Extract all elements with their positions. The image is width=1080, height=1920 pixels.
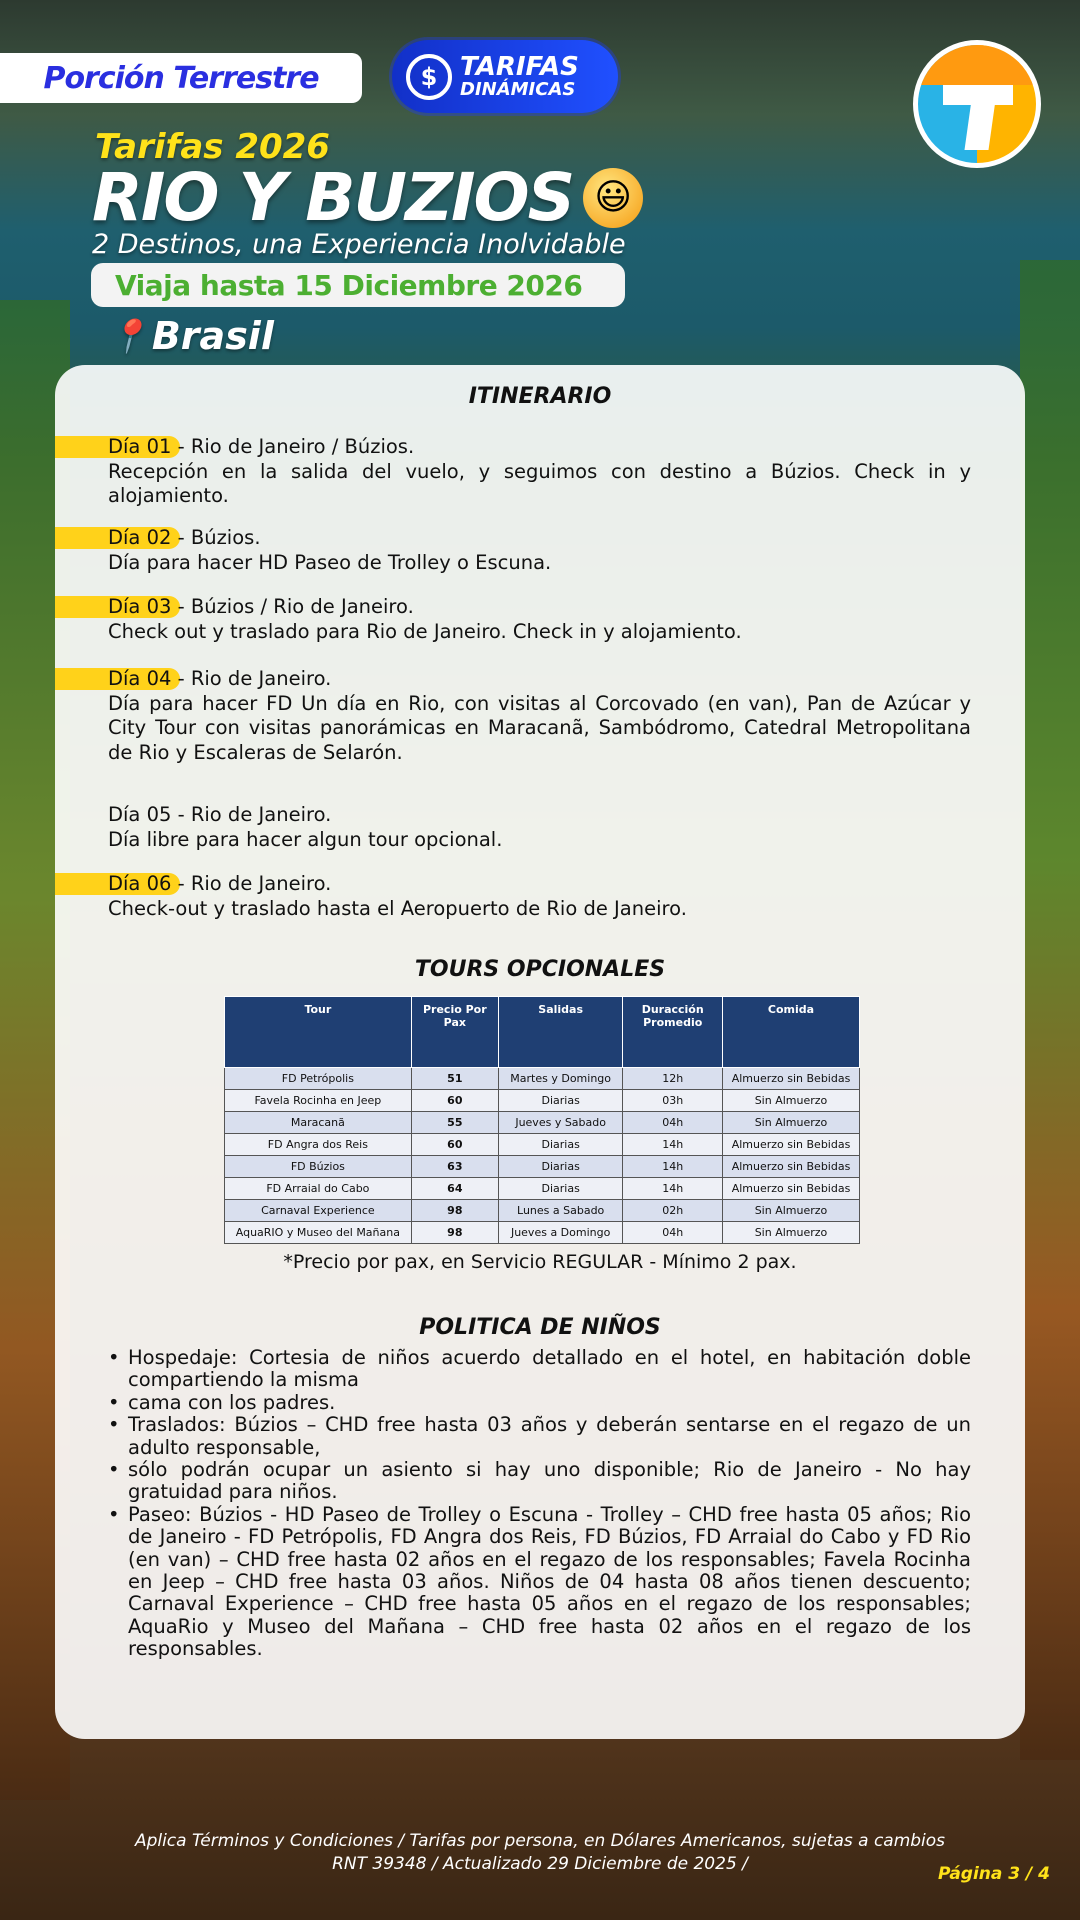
- brand-logo: [913, 40, 1041, 168]
- table-cell: 98: [411, 1200, 498, 1222]
- table-cell: 04h: [623, 1222, 723, 1244]
- table-cell: 12h: [623, 1068, 723, 1090]
- table-cell: 63: [411, 1156, 498, 1178]
- itinerary-day: [108, 667, 971, 765]
- table-cell: Martes y Domingo: [498, 1068, 623, 1090]
- table-cell: Almuerzo sin Bebidas: [723, 1134, 860, 1156]
- day-title: - Rio de Janeiro.: [171, 803, 332, 826]
- page-number: Página 3 / 4: [937, 1864, 1050, 1884]
- table-cell: 02h: [623, 1200, 723, 1222]
- footer-terms: Aplica Términos y Condiciones / Tarifas por persona, en Dólares Americanos, sujetas a cambios: [134, 1831, 946, 1851]
- ninos-list: [108, 1347, 971, 1661]
- table-cell: Sin Almuerzo: [723, 1200, 860, 1222]
- table-cell: 14h: [623, 1178, 723, 1200]
- footer-rnt: RNT 39348 / Actualizado 29 Diciembre de 2025 /: [332, 1854, 748, 1874]
- table-cell: FD Angra dos Reis: [225, 1134, 412, 1156]
- day-title: - Rio de Janeiro / Búzios.: [171, 435, 415, 458]
- day-text: Check-out y traslado hasta el Aeropuerto de Rio de Janeiro.: [108, 896, 687, 920]
- policy-item: • cama con los padres.: [108, 1392, 971, 1414]
- country-label: [108, 313, 274, 359]
- table-cell: Almuerzo sin Bebidas: [723, 1068, 860, 1090]
- policy-item: • Hospedaje: Cortesia de niños acuerdo detallado en el hotel, en habitación doble compartiendo la misma: [108, 1347, 971, 1392]
- table-header: Tour: [225, 997, 412, 1068]
- table-row: [225, 1178, 860, 1200]
- itinerary-day: [108, 803, 971, 852]
- day-label: Día 04: [108, 667, 172, 690]
- tarifas-year: Tarifas 2026: [95, 127, 330, 167]
- table-row: [225, 1222, 860, 1244]
- itinerario-heading: ITINERARIO: [468, 384, 612, 409]
- day-label: Día 05: [108, 803, 172, 826]
- table-cell: Maracanã: [225, 1112, 412, 1134]
- table-cell: 98: [411, 1222, 498, 1244]
- table-cell: Carnaval Experience: [225, 1200, 412, 1222]
- table-cell: Diarias: [498, 1090, 623, 1112]
- tours-note: *Precio por pax, en Servicio REGULAR - Mínimo 2 pax.: [283, 1251, 797, 1273]
- table-cell: 55: [411, 1112, 498, 1134]
- table-row: [225, 1200, 860, 1222]
- table-cell: Sin Almuerzo: [723, 1222, 860, 1244]
- day-title: - Rio de Janeiro.: [171, 872, 332, 895]
- table-header: Duracción Promedio: [623, 997, 723, 1068]
- table-cell: Jueves y Sabado: [498, 1112, 623, 1134]
- table-cell: Lunes a Sabado: [498, 1200, 623, 1222]
- smiley-luggage-icon: 😃: [583, 168, 643, 228]
- table-cell: Diarias: [498, 1134, 623, 1156]
- itinerary-day: [108, 435, 971, 509]
- title-row: [92, 159, 643, 236]
- day-title: - Búzios / Rio de Janeiro.: [171, 595, 414, 618]
- badge-line1: TARIFAS: [460, 51, 579, 82]
- table-cell: Favela Rocinha en Jeep: [225, 1090, 412, 1112]
- day-text: Día para hacer HD Paseo de Trolley o Escuna.: [108, 550, 552, 574]
- itinerary-day: [108, 526, 971, 575]
- policy-item: • sólo podrán ocupar un asiento si hay uno disponible; Rio de Janeiro - No hay gratuidad para niños.: [108, 1459, 971, 1504]
- table-header: Salidas: [498, 997, 623, 1068]
- table-row: [225, 1112, 860, 1134]
- table-cell: FD Búzios: [225, 1156, 412, 1178]
- table-cell: 14h: [623, 1156, 723, 1178]
- travel-until-label: Viaja hasta 15 Diciembre 2026: [91, 263, 625, 307]
- table-row: [225, 1090, 860, 1112]
- day-text: Día libre para hacer algun tour opcional.: [108, 827, 503, 851]
- table-cell: 14h: [623, 1134, 723, 1156]
- table-cell: AquaRIO y Museo del Mañana: [225, 1222, 412, 1244]
- table-cell: FD Arraial do Cabo: [225, 1178, 412, 1200]
- itinerary-day: [108, 872, 971, 921]
- table-cell: 60: [411, 1090, 498, 1112]
- day-text: Recepción en la salida del vuelo, y seguimos con destino a Búzios. Check in y alojamiento.: [108, 459, 971, 507]
- table-cell: Diarias: [498, 1178, 623, 1200]
- tarifas-dinamicas-badge: [392, 40, 618, 113]
- table-cell: Jueves a Domingo: [498, 1222, 623, 1244]
- day-label: Día 03: [108, 595, 172, 618]
- table-cell: Diarias: [498, 1156, 623, 1178]
- table-header: Precio Por Pax: [411, 997, 498, 1068]
- subtitle: 2 Destinos, una Experiencia Inolvidable: [92, 229, 626, 260]
- day-text: Día para hacer FD Un día en Rio, con visitas al Corcovado (en van), Pan de Azúcar y City Tour con visitas panorámicas en Maracanã, Sambódromo, Catedral Metropolitana de Rio y Escaleras de Selarón.: [108, 691, 971, 764]
- table-row: [225, 1068, 860, 1090]
- background-foliage-right: [1020, 260, 1080, 1760]
- table-row: [225, 1156, 860, 1178]
- policy-item: • Paseo: Búzios - HD Paseo de Trolley o Escuna - Trolley – CHD free hasta 05 años; Rio de Janeiro - FD Petrópolis, FD Angra dos Reis, FD Búzios, FD Arraial do Cabo y FD Rio (en van) – CHD free hasta 02 años en el regazo de los responsables; Favela Rocinha en Jeep – CHD free hasta 03 años. Niños de 04 hasta 08 años tienen descuento; Carnaval Experience – CHD free hasta 05 años en el regazo de los responsables; AquaRio y Museo del Mañana – CHD free hasta 02 años en el regazo de los responsables.: [108, 1504, 971, 1661]
- table-cell: 04h: [623, 1112, 723, 1134]
- table-cell: 03h: [623, 1090, 723, 1112]
- page-title: RIO Y BUZIOS: [92, 159, 574, 236]
- tours-heading: TOURS OPCIONALES: [414, 957, 666, 982]
- itinerary-day: [108, 595, 971, 644]
- day-title: - Rio de Janeiro.: [171, 667, 332, 690]
- ninos-heading: POLITICA DE NIÑOS: [419, 1315, 661, 1340]
- table-cell: 51: [411, 1068, 498, 1090]
- badge-line2: DINÁMICAS: [460, 78, 576, 100]
- policy-item: • Traslados: Búzios – CHD free hasta 03 años y deberán sentarse en el regazo de un adulto responsable,: [108, 1414, 971, 1459]
- dollar-refresh-icon: $: [406, 54, 452, 100]
- day-text: Check out y traslado para Rio de Janeiro. Check in y alojamiento.: [108, 619, 742, 643]
- day-label: Día 06: [108, 872, 172, 895]
- day-label: Día 02: [108, 526, 172, 549]
- table-header: Comida: [723, 997, 860, 1068]
- country-name: Brasil: [151, 314, 274, 358]
- day-label: Día 01: [108, 435, 172, 458]
- tours-table: [224, 996, 860, 1244]
- porcion-terrestre-label: Porción Terrestre: [0, 53, 362, 103]
- table-cell: Sin Almuerzo: [723, 1112, 860, 1134]
- table-cell: Sin Almuerzo: [723, 1090, 860, 1112]
- table-cell: Almuerzo sin Bebidas: [723, 1156, 860, 1178]
- table-cell: FD Petrópolis: [225, 1068, 412, 1090]
- table-cell: Almuerzo sin Bebidas: [723, 1178, 860, 1200]
- table-row: [225, 1134, 860, 1156]
- location-pin-icon: 📍: [108, 317, 148, 355]
- table-cell: 64: [411, 1178, 498, 1200]
- day-title: - Búzios.: [171, 526, 261, 549]
- table-cell: 60: [411, 1134, 498, 1156]
- content-card: [55, 365, 1025, 1739]
